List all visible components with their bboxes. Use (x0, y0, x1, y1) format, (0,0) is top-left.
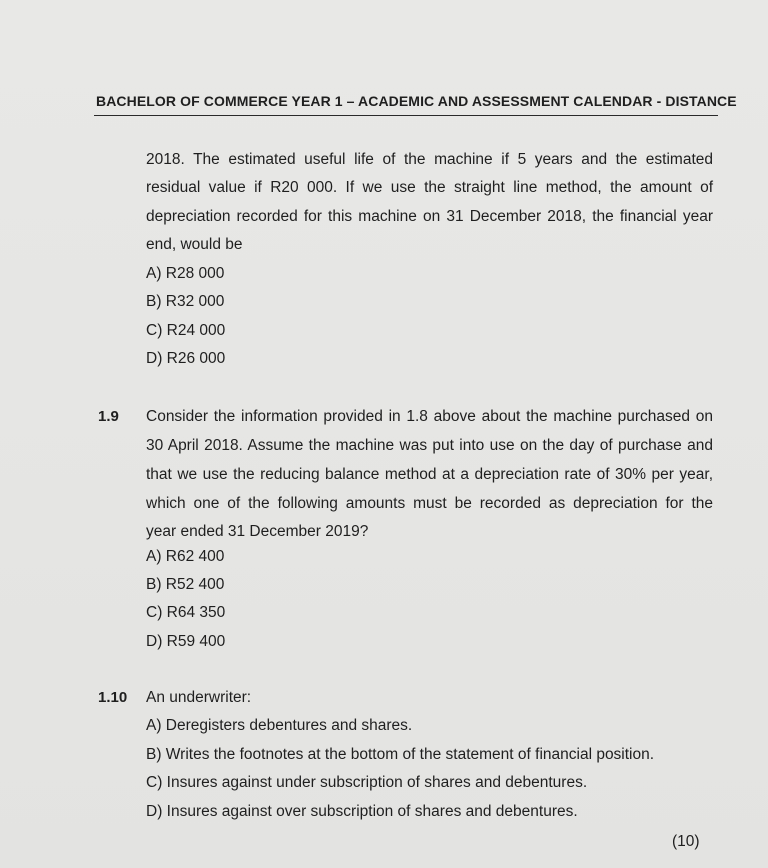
q110-option-b: B) Writes the footnotes at the bottom of the statement of financial position. (146, 746, 655, 763)
q19-text-line-5: year ended 31 December 2019? (146, 523, 369, 540)
q18-option-a: A) R28 000 (146, 265, 225, 282)
q19-text-line-4: which one of the following amounts must be recorded as depreciation for the (146, 495, 713, 512)
q19-option-c: C) R64 350 (146, 604, 226, 621)
q19-option-b: B) R52 400 (146, 576, 225, 593)
q18-option-b: B) R32 000 (146, 293, 225, 310)
q110-option-d: D) Insures against over subscription of shares and debentures. (146, 803, 578, 820)
q19-option-d: D) R59 400 (146, 633, 226, 650)
q19-text-line-2: 30 April 2018. Assume the machine was put into use on the day of purchase and (146, 437, 713, 454)
q18-text-line-3: depreciation recorded for this machine on 31 December 2018, the financial year (146, 208, 713, 225)
q18-text-line-2: residual value if R20 000. If we use the straight line method, the amount of (146, 179, 713, 196)
q19-number: 1.9 (98, 408, 119, 425)
page-header-title: BACHELOR OF COMMERCE YEAR 1 – ACADEMIC AND ASSESSMENT CALENDAR - DISTANCE (96, 93, 737, 109)
q18-text-line-1: 2018. The estimated useful life of the machine if 5 years and the estimated (146, 151, 713, 168)
q19-option-a: A) R62 400 (146, 548, 225, 565)
q18-text-line-4: end, would be (146, 236, 243, 253)
q110-text-line-1: An underwriter: (146, 689, 252, 706)
q110-option-a: A) Deregisters debentures and shares. (146, 717, 413, 734)
header-underline (94, 115, 718, 116)
q18-option-c: C) R24 000 (146, 322, 226, 339)
total-marks: (10) (672, 833, 700, 850)
q110-number: 1.10 (98, 689, 128, 706)
q110-option-c: C) Insures against under subscription of shares and debentures. (146, 774, 588, 791)
q19-text-line-3: that we use the reducing balance method at a depreciation rate of 30% per year, (146, 466, 713, 483)
q18-option-d: D) R26 000 (146, 350, 226, 367)
q19-text-line-1: Consider the information provided in 1.8 above about the machine purchased on (146, 408, 713, 425)
